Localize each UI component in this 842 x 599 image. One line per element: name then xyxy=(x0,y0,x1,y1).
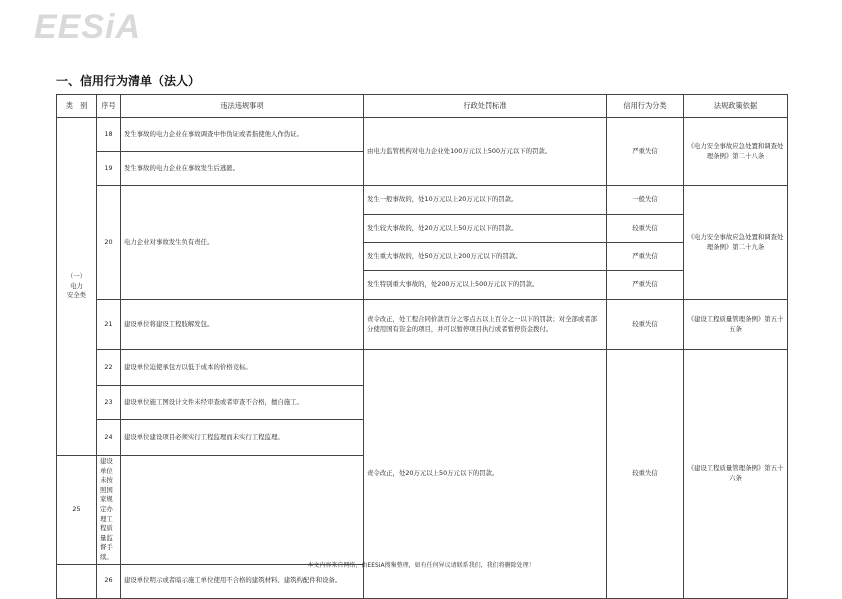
header-category: 类 别 xyxy=(57,95,97,118)
legal-basis: 《电力安全事故应急处置和调查处理条例》第二十九条 xyxy=(684,186,788,300)
category-line: 安全类 xyxy=(66,291,87,300)
row-number: 23 xyxy=(97,386,121,420)
penalty-standard: 发生重大事故的，处50万元以上200万元以下的罚款。 xyxy=(364,243,607,271)
penalty-standard: 由电力监管机构对电力企业处100万元以上500万元以下的罚款。 xyxy=(364,118,607,186)
row-number: 25 xyxy=(57,456,97,565)
violation-item: 建设单位建设项目必须实行工程监理而未实行工程监理。 xyxy=(121,420,364,456)
credit-class: 较重失信 xyxy=(607,215,684,243)
category-line: 电力 xyxy=(70,281,83,290)
category-line: （一） xyxy=(66,272,87,281)
credit-class: 严重失信 xyxy=(607,271,684,300)
row-number: 26 xyxy=(97,564,121,598)
credit-class: 严重失信 xyxy=(607,118,684,186)
penalty-standard: 发生较大事故的，处20万元以上50万元以下的罚款。 xyxy=(364,215,607,243)
header-violation: 违法违规事项 xyxy=(121,95,364,118)
table-row xyxy=(57,186,788,215)
row-number: 22 xyxy=(97,350,121,386)
header-legal-basis: 法规政策依据 xyxy=(684,95,788,118)
violation-item: 发生事故的电力企业在事故调查中作伪证或者指使他人作伪证。 xyxy=(121,118,364,152)
violation-item: 建设单位迫使承包方以低于成本的价格竞标。 xyxy=(121,350,364,386)
credit-class: 一般失信 xyxy=(607,186,684,215)
header-penalty: 行政处罚标准 xyxy=(364,95,607,118)
row-number: 20 xyxy=(97,186,121,300)
row-number: 21 xyxy=(97,300,121,350)
credit-class: 严重失信 xyxy=(607,243,684,271)
eesia-logo: EESiA xyxy=(34,8,142,46)
penalty-standard: 责令改正，处20万元以上50万元以下的罚款。 xyxy=(364,350,607,599)
table-row xyxy=(57,118,788,152)
penalty-standard: 发生一般事故的，处10万元以上20万元以下的罚款。 xyxy=(364,186,607,215)
penalty-standard: 发生特别重大事故的，处200万元以上500万元以下的罚款。 xyxy=(364,271,607,300)
violation-item: 发生事故的电力企业在事故发生后逃匿。 xyxy=(121,152,364,186)
credit-class: 较重失信 xyxy=(607,350,684,599)
violation-item: 建设单位未按照国家规定办理工程质量监督手续。 xyxy=(97,456,121,565)
row-number: 18 xyxy=(97,118,121,152)
row-number: 24 xyxy=(97,420,121,456)
table-header-row xyxy=(57,95,788,118)
header-number: 序号 xyxy=(97,95,121,118)
page-footer: 本文内容来自网络，由EESiA搜集整理，如有任何异议请联系我们，我们将删除处理！ xyxy=(307,562,535,569)
table-row xyxy=(57,300,788,350)
violation-item: 建设单位明示或者暗示施工单位使用不合格的建筑材料、建筑构配件和设备。 xyxy=(121,564,364,598)
violation-item: 电力企业对事故发生负有责任。 xyxy=(121,186,364,300)
category-cell-continued xyxy=(57,564,97,598)
penalty-standard: 责令改正，处工程合同价款百分之零点五以上百分之一以下的罚款；对全部或者部分使用国有资金的项目，并可以暂停项目执行或者暂停资金拨付。 xyxy=(364,300,607,350)
row-number: 19 xyxy=(97,152,121,186)
table-row xyxy=(57,350,788,386)
legal-basis: 《建设工程质量管理条例》第五十五条 xyxy=(684,300,788,350)
section-heading: 一、信用行为清单（法人） xyxy=(56,74,201,88)
header-credit-class: 信用行为分类 xyxy=(607,95,684,118)
violation-item: 建设单位施工图设计文件未经审查或者审查不合格，擅自施工。 xyxy=(121,386,364,420)
category-cell xyxy=(57,118,97,456)
violation-item: 建设单位将建设工程肢解发包。 xyxy=(121,300,364,350)
legal-basis: 《电力安全事故应急处置和调查处理条例》第二十八条 xyxy=(684,118,788,186)
credit-behavior-table xyxy=(56,94,788,599)
legal-basis: 《建设工程质量管理条例》第五十六条 xyxy=(684,350,788,599)
credit-class: 较重失信 xyxy=(607,300,684,350)
